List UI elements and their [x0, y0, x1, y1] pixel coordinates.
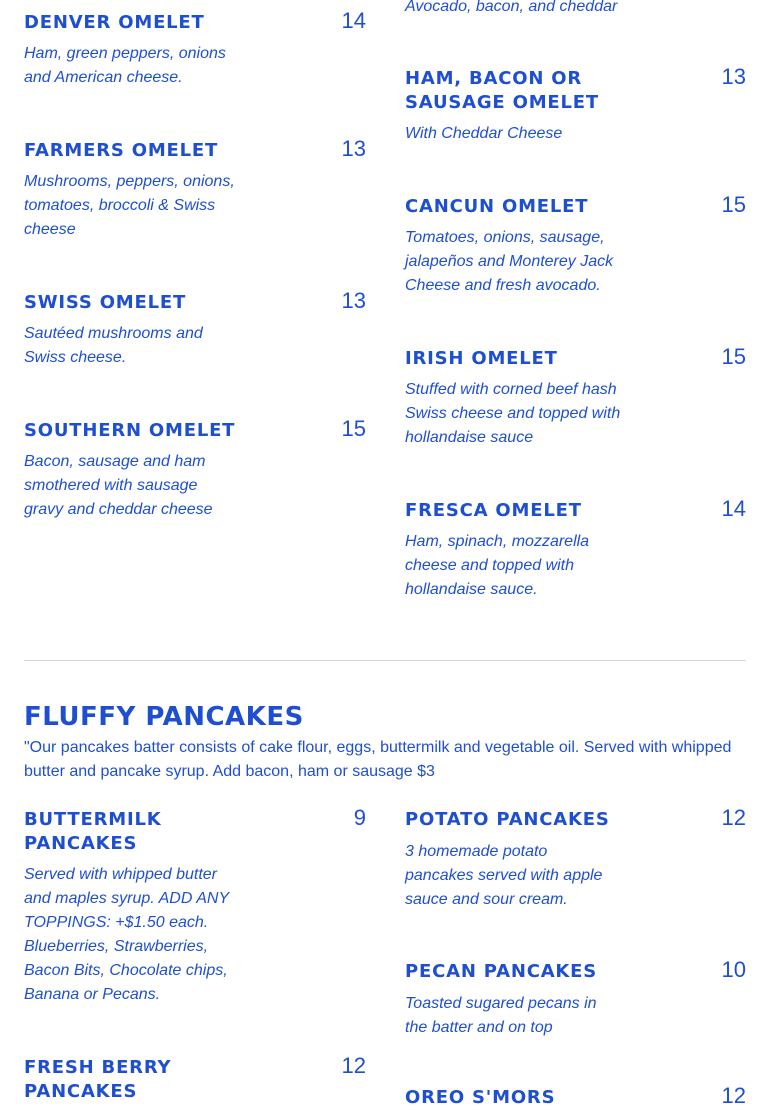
- item-description: Tomatoes, onions, sausage, jalapeños and Monterey Jack Cheese and fresh avocado.: [405, 229, 614, 294]
- section-divider: [24, 660, 746, 661]
- item-price: 15: [721, 344, 746, 369]
- menu-item-ham-bacon-sausage-omelet: [405, 64, 746, 157]
- item-name: PECAN PANCAKES: [405, 961, 598, 982]
- item-name: OREO S'MORS: [405, 1087, 556, 1108]
- item-price: 13: [341, 136, 366, 161]
- item-price: 13: [721, 64, 746, 89]
- menu-item-southern-omelet: [24, 416, 366, 529]
- item-name: DENVER OMELET: [24, 12, 205, 33]
- menu-item-cancun-omelet: [405, 192, 746, 305]
- menu-item-partial-top: [405, 0, 746, 24]
- item-description: Ham, spinach, mozzarella cheese and topped with hollandaise sauce.: [405, 533, 590, 598]
- menu-item-buttermilk-pancakes: [24, 805, 366, 1018]
- item-price: 14: [341, 8, 366, 33]
- item-price: 12: [341, 1053, 366, 1078]
- menu-item-pecan-pancakes: [405, 957, 746, 1050]
- item-description: Bacon, sausage and ham smothered with sausage gravy and cheddar cheese: [24, 453, 213, 518]
- item-price: 12: [721, 1083, 746, 1108]
- menu-item-fresh-berry-pancakes: [24, 1053, 366, 1105]
- item-description: Mushrooms, peppers, onions, tomatoes, broccoli & Swiss cheese: [24, 173, 235, 238]
- item-name: CANCUN OMELET: [405, 196, 589, 217]
- item-name: FRESH BERRY PANCAKES: [24, 1057, 172, 1102]
- item-description: Avocado, bacon, and cheddar: [405, 0, 618, 15]
- item-price: 13: [341, 288, 366, 313]
- section-intro: "Our pancakes batter consists of cake flour, eggs, buttermilk and vegetable oil. Served with whipped butter and pancake syrup. Add bacon, ham or sausage $3: [24, 739, 732, 780]
- item-description: With Cheddar Cheese: [405, 125, 563, 142]
- item-name: SWISS OMELET: [24, 292, 187, 313]
- menu-item-irish-omelet: [405, 344, 746, 457]
- item-price: 9: [353, 805, 366, 830]
- item-description: Served with whipped butter and maples syrup. ADD ANY TOPPINGS: +$1.50 each. Blueberries, Strawberries, Bacon Bits, Chocolate chips, Banana or Pecans.: [24, 866, 230, 1003]
- item-description: Toasted sugared pecans in the batter and on top: [405, 995, 597, 1036]
- section-title: FLUFFY PANCAKES: [24, 702, 304, 732]
- item-name: FRESCA OMELET: [405, 500, 582, 521]
- item-name: BUTTERMILK PANCAKES: [24, 809, 162, 854]
- item-description: Stuffed with corned beef hash Swiss cheese and topped with hollandaise sauce: [405, 381, 621, 446]
- item-price: 12: [721, 805, 746, 830]
- menu-item-swiss-omelet: [24, 288, 366, 381]
- item-price: 10: [721, 957, 746, 982]
- item-price: 15: [721, 192, 746, 217]
- item-description: 3 homemade potato pancakes served with apple sauce and sour cream.: [405, 843, 603, 908]
- item-name: HAM, BACON OR SAUSAGE OMELET: [405, 68, 599, 113]
- item-name: IRISH OMELET: [405, 348, 558, 369]
- item-name: SOUTHERN OMELET: [24, 420, 236, 441]
- menu-item-farmers-omelet: [24, 136, 366, 249]
- item-description: Sautéed mushrooms and Swiss cheese.: [24, 325, 203, 366]
- item-price: 14: [721, 496, 746, 521]
- menu-item-potato-pancakes: [405, 805, 746, 918]
- item-name: FARMERS OMELET: [24, 140, 219, 161]
- menu-item-fresca-omelet: [405, 496, 746, 609]
- menu-item-denver-omelet: [24, 8, 366, 101]
- menu-item-oreo-smors: [405, 1083, 746, 1108]
- item-name: POTATO PANCAKES: [405, 809, 610, 830]
- item-description: Ham, green peppers, onions and American cheese.: [24, 45, 226, 86]
- item-price: 15: [341, 416, 366, 441]
